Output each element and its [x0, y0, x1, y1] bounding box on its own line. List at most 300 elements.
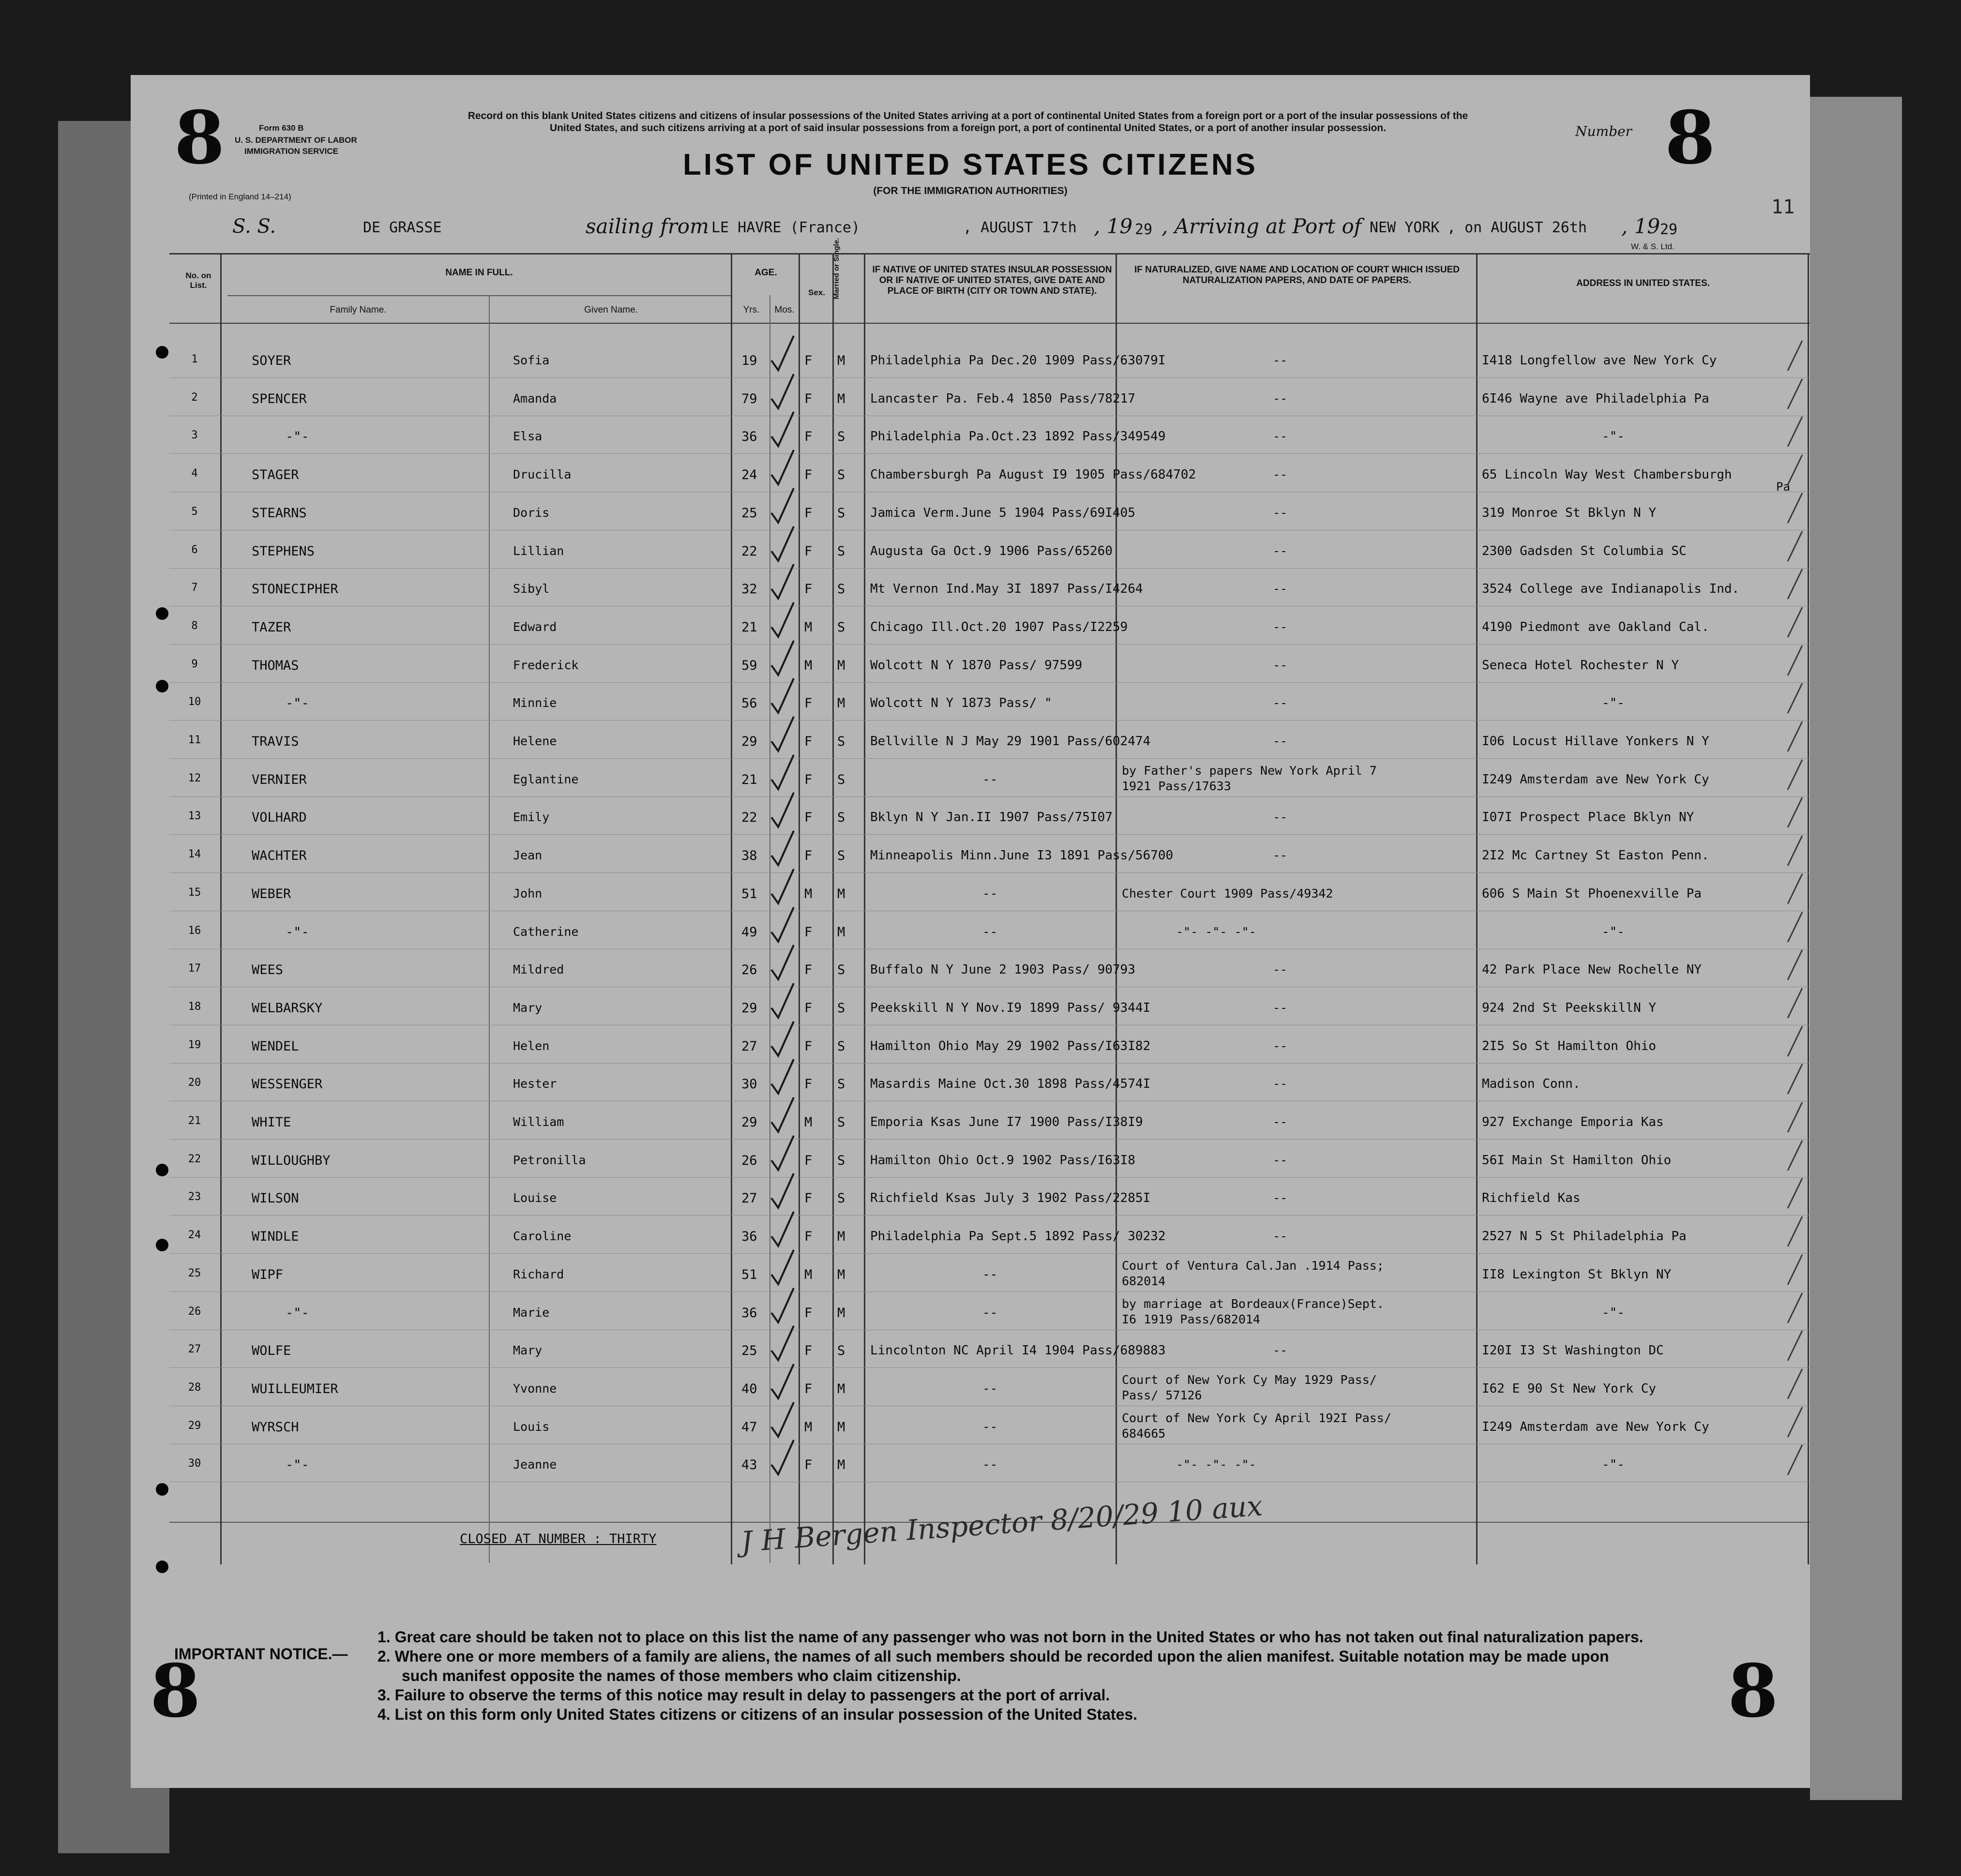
- marital-status: M: [837, 1381, 845, 1396]
- header-yrs: Yrs.: [743, 305, 760, 315]
- marital-status: S: [837, 543, 845, 559]
- age-years: 47: [741, 1419, 757, 1435]
- age-years: 29: [741, 1115, 757, 1130]
- family-name: SPENCER: [252, 391, 307, 406]
- check-mark-icon: [769, 600, 798, 639]
- form-number-left: 8: [174, 95, 225, 180]
- birth-info: Wolcott N Y 1873 Pass/ ": [870, 696, 1052, 711]
- address: 319 Monroe St Bklyn N Y: [1482, 505, 1657, 520]
- check-mark-icon: [769, 791, 798, 829]
- naturalization-info: --: [1273, 734, 1288, 748]
- naturalization-info: --: [1273, 848, 1288, 863]
- address: I418 Longfellow ave New York Cy: [1482, 353, 1717, 368]
- given-name: Mary: [513, 1000, 543, 1015]
- birth-info: Emporia Ksas June I7 1900 Pass/I38I9: [870, 1115, 1143, 1129]
- naturalization-info: Court of New York Cy May 1929 Pass/: [1122, 1372, 1377, 1387]
- age-years: 51: [741, 1267, 757, 1282]
- margin-tick-icon: [1786, 1139, 1805, 1172]
- birth-info: --: [982, 1419, 998, 1434]
- margin-tick-icon: [1786, 1062, 1805, 1096]
- birth-info: Philadelphia Pa Sept.5 1892 Pass/ 30232: [870, 1229, 1166, 1244]
- sex: F: [804, 1305, 813, 1321]
- age-years: 29: [741, 734, 757, 749]
- row-rule: [169, 377, 1810, 378]
- inspector-signature: J H Bergen Inspector 8/20/29 10 aux: [739, 1489, 1264, 1559]
- address: -"-: [1602, 429, 1625, 444]
- marital-status: S: [837, 810, 845, 825]
- naturalization-info-cont: Pass/ 57126: [1122, 1388, 1202, 1402]
- family-name: WINDLE: [252, 1229, 299, 1245]
- birth-info: Philadelphia Pa Dec.20 1909 Pass/63079I: [870, 353, 1166, 368]
- binder-hole: [156, 607, 168, 620]
- page-subtitle: (FOR THE IMMIGRATION AUTHORITIES): [873, 185, 1068, 196]
- margin-tick-icon: [1786, 1176, 1805, 1210]
- age-years: 30: [741, 1077, 757, 1092]
- address: Richfield Kas: [1482, 1191, 1581, 1206]
- family-name: -"-: [286, 429, 309, 445]
- family-name: WILSON: [252, 1191, 299, 1206]
- birth-info: Philadelphia Pa.Oct.23 1892 Pass/349549: [870, 429, 1166, 444]
- sex: F: [804, 772, 813, 787]
- age-years: 25: [741, 1343, 757, 1359]
- naturalization-info: by marriage at Bordeaux(France)Sept.: [1122, 1296, 1384, 1311]
- row-rule: [169, 872, 1810, 873]
- header-rule: [169, 323, 1810, 324]
- row-rule: [169, 1367, 1810, 1368]
- sex: F: [804, 810, 813, 825]
- check-mark-icon: [769, 715, 798, 753]
- given-name: Doris: [513, 505, 550, 520]
- margin-tick-icon: [1786, 1024, 1805, 1058]
- margin-tick-icon: [1786, 1443, 1805, 1477]
- family-name: VOLHARD: [252, 810, 307, 825]
- naturalization-info: --: [1273, 505, 1288, 520]
- check-mark-icon: [769, 867, 798, 906]
- birth-info: Lancaster Pa. Feb.4 1850 Pass/78217: [870, 391, 1135, 406]
- address: 2I2 Mc Cartney St Easton Penn.: [1482, 848, 1709, 863]
- row-rule: [169, 1215, 1810, 1216]
- marital-status: M: [837, 1267, 845, 1282]
- form-no: Form 630 B: [259, 123, 304, 133]
- given-name: Emily: [513, 810, 550, 825]
- naturalization-info: --: [1273, 658, 1288, 672]
- age-years: 26: [741, 1153, 757, 1168]
- address: I07I Prospect Place Bklyn NY: [1482, 810, 1694, 825]
- sex: F: [804, 924, 813, 940]
- service: IMMIGRATION SERVICE: [244, 147, 338, 156]
- naturalization-info: --: [1273, 810, 1288, 825]
- given-name: Helen: [513, 1038, 550, 1053]
- check-mark-icon: [769, 753, 798, 792]
- marital-status: S: [837, 1191, 845, 1206]
- notice-item-3: 3. Failure to observe the terms of this notice may result in delay to passengers at the port of arrival.: [377, 1686, 1110, 1704]
- check-mark-icon: [769, 448, 798, 487]
- birth-info: Buffalo N Y June 2 1903 Pass/ 90793: [870, 962, 1135, 977]
- address: -"-: [1602, 924, 1625, 939]
- ss-label: S. S.: [232, 215, 276, 238]
- given-name: Petronilla: [513, 1153, 586, 1167]
- given-name: Eglantine: [513, 772, 579, 786]
- check-mark-icon: [769, 486, 798, 525]
- row-rule: [169, 1063, 1810, 1064]
- family-name: STONECIPHER: [252, 582, 338, 597]
- address: 2I5 So St Hamilton Ohio: [1482, 1038, 1657, 1053]
- address: 924 2nd St PeekskillN Y: [1482, 1000, 1657, 1015]
- underlying-page-right: [1810, 97, 1902, 1800]
- family-name: SOYER: [252, 353, 291, 368]
- address: 2300 Gadsden St Columbia SC: [1482, 543, 1687, 558]
- age-years: 26: [741, 962, 757, 978]
- given-name: Amanda: [513, 391, 557, 405]
- given-name: Sofia: [513, 353, 550, 367]
- department: U. S. DEPARTMENT OF LABOR: [235, 135, 357, 145]
- address: Seneca Hotel Rochester N Y: [1482, 658, 1679, 673]
- marital-status: M: [837, 353, 845, 368]
- birth-info: --: [982, 1381, 998, 1396]
- header-married: Married or Single.: [832, 238, 841, 300]
- row-rule: [169, 644, 1810, 645]
- birth-info: Jamica Verm.June 5 1904 Pass/69I405: [870, 505, 1135, 520]
- age-years: 59: [741, 658, 757, 673]
- address: 4190 Piedmont ave Oakland Cal.: [1482, 619, 1709, 634]
- marital-status: S: [837, 1000, 845, 1016]
- age-years: 36: [741, 1229, 757, 1245]
- family-name: WIPF: [252, 1267, 284, 1282]
- family-name: WILLOUGHBY: [252, 1153, 331, 1168]
- row-number: 6: [191, 543, 198, 556]
- sex: F: [804, 429, 813, 445]
- address: 56I Main St Hamilton Ohio: [1482, 1153, 1672, 1168]
- sex: F: [804, 353, 813, 368]
- family-name: -"-: [286, 1305, 309, 1321]
- given-name: Drucilla: [513, 467, 572, 482]
- naturalization-info: --: [1273, 467, 1288, 482]
- row-number: 30: [188, 1457, 201, 1470]
- family-name: WACHTER: [252, 848, 307, 864]
- notice-item-2b: such manifest opposite the names of those members who claim citizenship.: [402, 1667, 961, 1684]
- family-name: TRAVIS: [252, 734, 299, 749]
- birth-info: --: [982, 924, 998, 939]
- marital-status: S: [837, 619, 845, 635]
- given-name: Frederick: [513, 658, 579, 672]
- age-years: 38: [741, 848, 757, 864]
- check-mark-icon: [769, 905, 798, 944]
- address: I20I I3 St Washington DC: [1482, 1343, 1664, 1358]
- given-name: Richard: [513, 1267, 564, 1281]
- sex: M: [804, 886, 813, 901]
- birth-info: --: [982, 772, 998, 787]
- given-name: Minnie: [513, 696, 557, 710]
- row-number: 9: [191, 658, 198, 670]
- check-mark-icon: [769, 676, 798, 715]
- address: I249 Amsterdam ave New York Cy: [1482, 772, 1709, 787]
- sex: F: [804, 391, 813, 406]
- row-number: 17: [188, 962, 201, 975]
- family-name: STEPHENS: [252, 543, 315, 559]
- printer-mark: W. & S. Ltd.: [1631, 242, 1674, 251]
- age-years: 29: [741, 1000, 757, 1016]
- year-prefix-2: , 19: [1621, 214, 1660, 238]
- notice-item-4: 4. List on this form only United States citizens or citizens of an insular possession of the United States.: [377, 1706, 1138, 1723]
- row-number: 26: [188, 1305, 201, 1318]
- binder-hole: [156, 680, 168, 692]
- row-number: 12: [188, 772, 201, 784]
- given-name: Marie: [513, 1305, 550, 1320]
- row-number: 28: [188, 1381, 201, 1394]
- margin-tick-icon: [1786, 1291, 1805, 1325]
- margin-tick-icon: [1786, 644, 1805, 677]
- age-years: 21: [741, 619, 757, 635]
- age-years: 40: [741, 1381, 757, 1396]
- row-number: 8: [191, 619, 198, 632]
- margin-tick-icon: [1786, 986, 1805, 1020]
- naturalization-info: --: [1273, 1038, 1288, 1053]
- name-subheader-rule: [227, 295, 731, 296]
- row-number: 29: [188, 1419, 201, 1432]
- address: -"-: [1602, 1305, 1625, 1320]
- age-years: 24: [741, 467, 757, 483]
- ship-name: DE GRASSE: [363, 219, 442, 236]
- row-number: 14: [188, 848, 201, 861]
- row-rule: [169, 568, 1810, 569]
- check-mark-icon: [769, 1286, 798, 1325]
- sex: M: [804, 1115, 813, 1130]
- header-family: Family Name.: [330, 305, 387, 315]
- binder-hole: [156, 1164, 168, 1176]
- naturalization-info-cont: 684665: [1122, 1426, 1166, 1441]
- marital-status: M: [837, 696, 845, 711]
- family-name: -"-: [286, 1457, 309, 1473]
- age-years: 32: [741, 582, 757, 597]
- marital-status: S: [837, 1115, 845, 1130]
- marital-status: S: [837, 734, 845, 749]
- margin-tick-icon: [1786, 681, 1805, 715]
- row-rule: [169, 834, 1810, 835]
- row-rule: [169, 796, 1810, 797]
- birth-info: Chicago Ill.Oct.20 1907 Pass/I2259: [870, 619, 1128, 634]
- marital-status: M: [837, 1305, 845, 1321]
- marital-status: M: [837, 924, 845, 940]
- row-rule: [169, 682, 1810, 683]
- year-prefix-1: , 19: [1094, 214, 1133, 238]
- address: II8 Lexington St Bklyn NY: [1482, 1267, 1672, 1282]
- port-to: NEW YORK: [1370, 219, 1440, 236]
- header-age: AGE.: [754, 268, 777, 278]
- header-given: Given Name.: [584, 305, 638, 315]
- closing-note: CLOSED AT NUMBER : THIRTY: [460, 1531, 657, 1546]
- notice-item-1: 1. Great care should be taken not to place on this list the name of any passenger who was not born in the United States or who has not taken out final naturalization papers.: [377, 1628, 1644, 1646]
- birth-info: Wolcott N Y 1870 Pass/ 97599: [870, 658, 1083, 673]
- row-number: 27: [188, 1343, 201, 1356]
- header-naturalized: IF NATURALIZED, GIVE NAME AND LOCATION OF COURT WHICH ISSUED NATURALIZATION PAPERS, AND DATE OF PAPERS.: [1134, 265, 1460, 285]
- given-name: Mary: [513, 1343, 543, 1358]
- naturalization-info-cont: 682014: [1122, 1274, 1166, 1288]
- margin-tick-icon: [1786, 948, 1805, 982]
- family-name: TAZER: [252, 619, 291, 635]
- check-mark-icon: [769, 1210, 798, 1248]
- row-number: 24: [188, 1229, 201, 1242]
- naturalization-info: --: [1273, 962, 1288, 977]
- naturalization-info: --: [1273, 391, 1288, 405]
- marital-status: S: [837, 505, 845, 521]
- given-name: Jean: [513, 848, 543, 863]
- birth-info: Hamilton Ohio May 29 1902 Pass/I63I82: [870, 1038, 1151, 1053]
- sex: F: [804, 1229, 813, 1245]
- naturalization-info: --: [1273, 543, 1288, 558]
- given-name: Hester: [513, 1077, 557, 1091]
- sex: F: [804, 1191, 813, 1206]
- sex: F: [804, 962, 813, 978]
- row-number: 20: [188, 1077, 201, 1089]
- row-number: 13: [188, 810, 201, 823]
- marital-status: M: [837, 658, 845, 673]
- arriving-label: , Arriving at Port of: [1162, 214, 1362, 238]
- manifest-sheet: [131, 75, 1810, 1788]
- margin-tick-icon: [1786, 605, 1805, 639]
- naturalization-info: by Father's papers New York April 7: [1122, 763, 1377, 778]
- row-number: 18: [188, 1000, 201, 1013]
- family-name: WUILLEUMIER: [252, 1381, 338, 1396]
- address: I06 Locust Hillave Yonkers N Y: [1482, 734, 1709, 749]
- given-name: Lillian: [513, 543, 564, 558]
- row-number: 16: [188, 924, 201, 937]
- margin-tick-icon: [1786, 795, 1805, 829]
- family-name: VERNIER: [252, 772, 307, 787]
- binder-hole: [156, 346, 168, 359]
- year-1: 29: [1135, 221, 1153, 238]
- naturalization-info: Chester Court 1909 Pass/49342: [1122, 886, 1333, 900]
- naturalization-info: --: [1273, 1343, 1288, 1358]
- notice-item-2: 2. Where one or more members of a family are aliens, the names of all such members should be recorded upon the alien manifest. Suitable notation may be made upon: [377, 1648, 1609, 1665]
- sex: F: [804, 1457, 813, 1473]
- given-name: Helene: [513, 734, 557, 748]
- birth-info: Augusta Ga Oct.9 1906 Pass/65260: [870, 543, 1113, 558]
- marital-status: S: [837, 429, 845, 445]
- address: Madison Conn.: [1482, 1077, 1581, 1092]
- family-name: WEES: [252, 962, 284, 978]
- naturalization-info: Court of Ventura Cal.Jan .1914 Pass;: [1122, 1258, 1384, 1273]
- family-name: WOLFE: [252, 1343, 291, 1359]
- family-name: WEBER: [252, 886, 291, 901]
- check-mark-icon: [769, 1134, 798, 1172]
- birth-info: Bellville N J May 29 1901 Pass/602474: [870, 734, 1151, 749]
- birth-info: --: [982, 1305, 998, 1320]
- header-address: ADDRESS IN UNITED STATES.: [1576, 278, 1710, 288]
- given-name: Yvonne: [513, 1381, 557, 1396]
- age-years: 49: [741, 924, 757, 940]
- sex: M: [804, 658, 813, 673]
- given-name: Elsa: [513, 429, 543, 444]
- marital-status: S: [837, 962, 845, 978]
- age-years: 43: [741, 1457, 757, 1473]
- row-number: 15: [188, 886, 201, 899]
- row-number: 19: [188, 1038, 201, 1051]
- check-mark-icon: [769, 1171, 798, 1210]
- check-mark-icon: [769, 1438, 798, 1477]
- naturalization-info: --: [1273, 582, 1288, 596]
- sex: F: [804, 848, 813, 864]
- check-mark-icon: [769, 1020, 798, 1058]
- naturalization-info: --: [1273, 1115, 1288, 1129]
- family-name: THOMAS: [252, 658, 299, 673]
- birth-info: Lincolnton NC April I4 1904 Pass/689883: [870, 1343, 1166, 1358]
- row-number: 3: [191, 429, 198, 442]
- binder-hole: [156, 1561, 168, 1573]
- sex: F: [804, 1038, 813, 1054]
- family-name: WHITE: [252, 1115, 291, 1130]
- naturalization-info: --: [1273, 1191, 1288, 1205]
- naturalization-info: Court of New York Cy April 192I Pass/: [1122, 1411, 1391, 1425]
- age-years: 21: [741, 772, 757, 787]
- sex: F: [804, 1343, 813, 1359]
- birth-info: Minneapolis Minn.June I3 1891 Pass/56700: [870, 848, 1174, 863]
- sex: F: [804, 543, 813, 559]
- sex: F: [804, 696, 813, 711]
- family-name: WESSENGER: [252, 1077, 323, 1092]
- marital-status: S: [837, 772, 845, 787]
- sex: F: [804, 1153, 813, 1168]
- naturalization-info: --: [1273, 619, 1288, 634]
- binder-hole: [156, 1483, 168, 1496]
- header-no: No. on List.: [185, 271, 211, 290]
- sex: F: [804, 734, 813, 749]
- row-number: 4: [191, 467, 198, 480]
- address: 65 Lincoln Way West Chambersburgh: [1482, 467, 1732, 482]
- birth-info: --: [982, 886, 998, 901]
- family-name: WENDEL: [252, 1038, 299, 1054]
- header-mos: Mos.: [774, 305, 795, 315]
- margin-tick-icon: [1786, 720, 1805, 753]
- row-rule: [169, 1139, 1810, 1140]
- address: -"-: [1602, 1457, 1625, 1472]
- age-years: 19: [741, 353, 757, 368]
- row-rule: [169, 1177, 1810, 1178]
- given-name: Edward: [513, 619, 557, 634]
- marital-status: M: [837, 391, 845, 406]
- sex: M: [804, 619, 813, 635]
- number-label: Number: [1575, 123, 1632, 139]
- margin-tick-icon: [1786, 339, 1805, 373]
- naturalization-info: -"- -"- -"-: [1176, 924, 1256, 939]
- address: I249 Amsterdam ave New York Cy: [1482, 1419, 1709, 1434]
- age-years: 22: [741, 810, 757, 825]
- footer-number-left: 8: [150, 1649, 201, 1734]
- marital-status: M: [837, 1457, 845, 1473]
- margin-tick-icon: [1786, 1405, 1805, 1439]
- row-number: 11: [188, 734, 201, 746]
- row-number: 1: [191, 353, 198, 365]
- margin-tick-icon: [1786, 491, 1805, 525]
- birth-info: --: [982, 1267, 998, 1282]
- port-from: LE HAVRE (France): [711, 219, 860, 236]
- row-number: 7: [191, 582, 198, 594]
- family-name: WELBARSKY: [252, 1000, 323, 1016]
- margin-tick-icon: [1786, 1100, 1805, 1134]
- marital-status: S: [837, 848, 845, 864]
- address: 6I46 Wayne ave Philadelphia Pa: [1482, 391, 1709, 406]
- check-mark-icon: [769, 981, 798, 1020]
- age-years: 25: [741, 505, 757, 521]
- col-rule: [489, 295, 490, 1563]
- header-name: NAME IN FULL.: [445, 268, 513, 278]
- age-years: 36: [741, 1305, 757, 1321]
- sex: M: [804, 1267, 813, 1282]
- marital-status: S: [837, 1077, 845, 1092]
- age-years: 36: [741, 429, 757, 445]
- page-title: LIST OF UNITED STATES CITIZENS: [683, 148, 1258, 181]
- family-name: WYRSCH: [252, 1419, 299, 1435]
- margin-tick-icon: [1786, 453, 1805, 487]
